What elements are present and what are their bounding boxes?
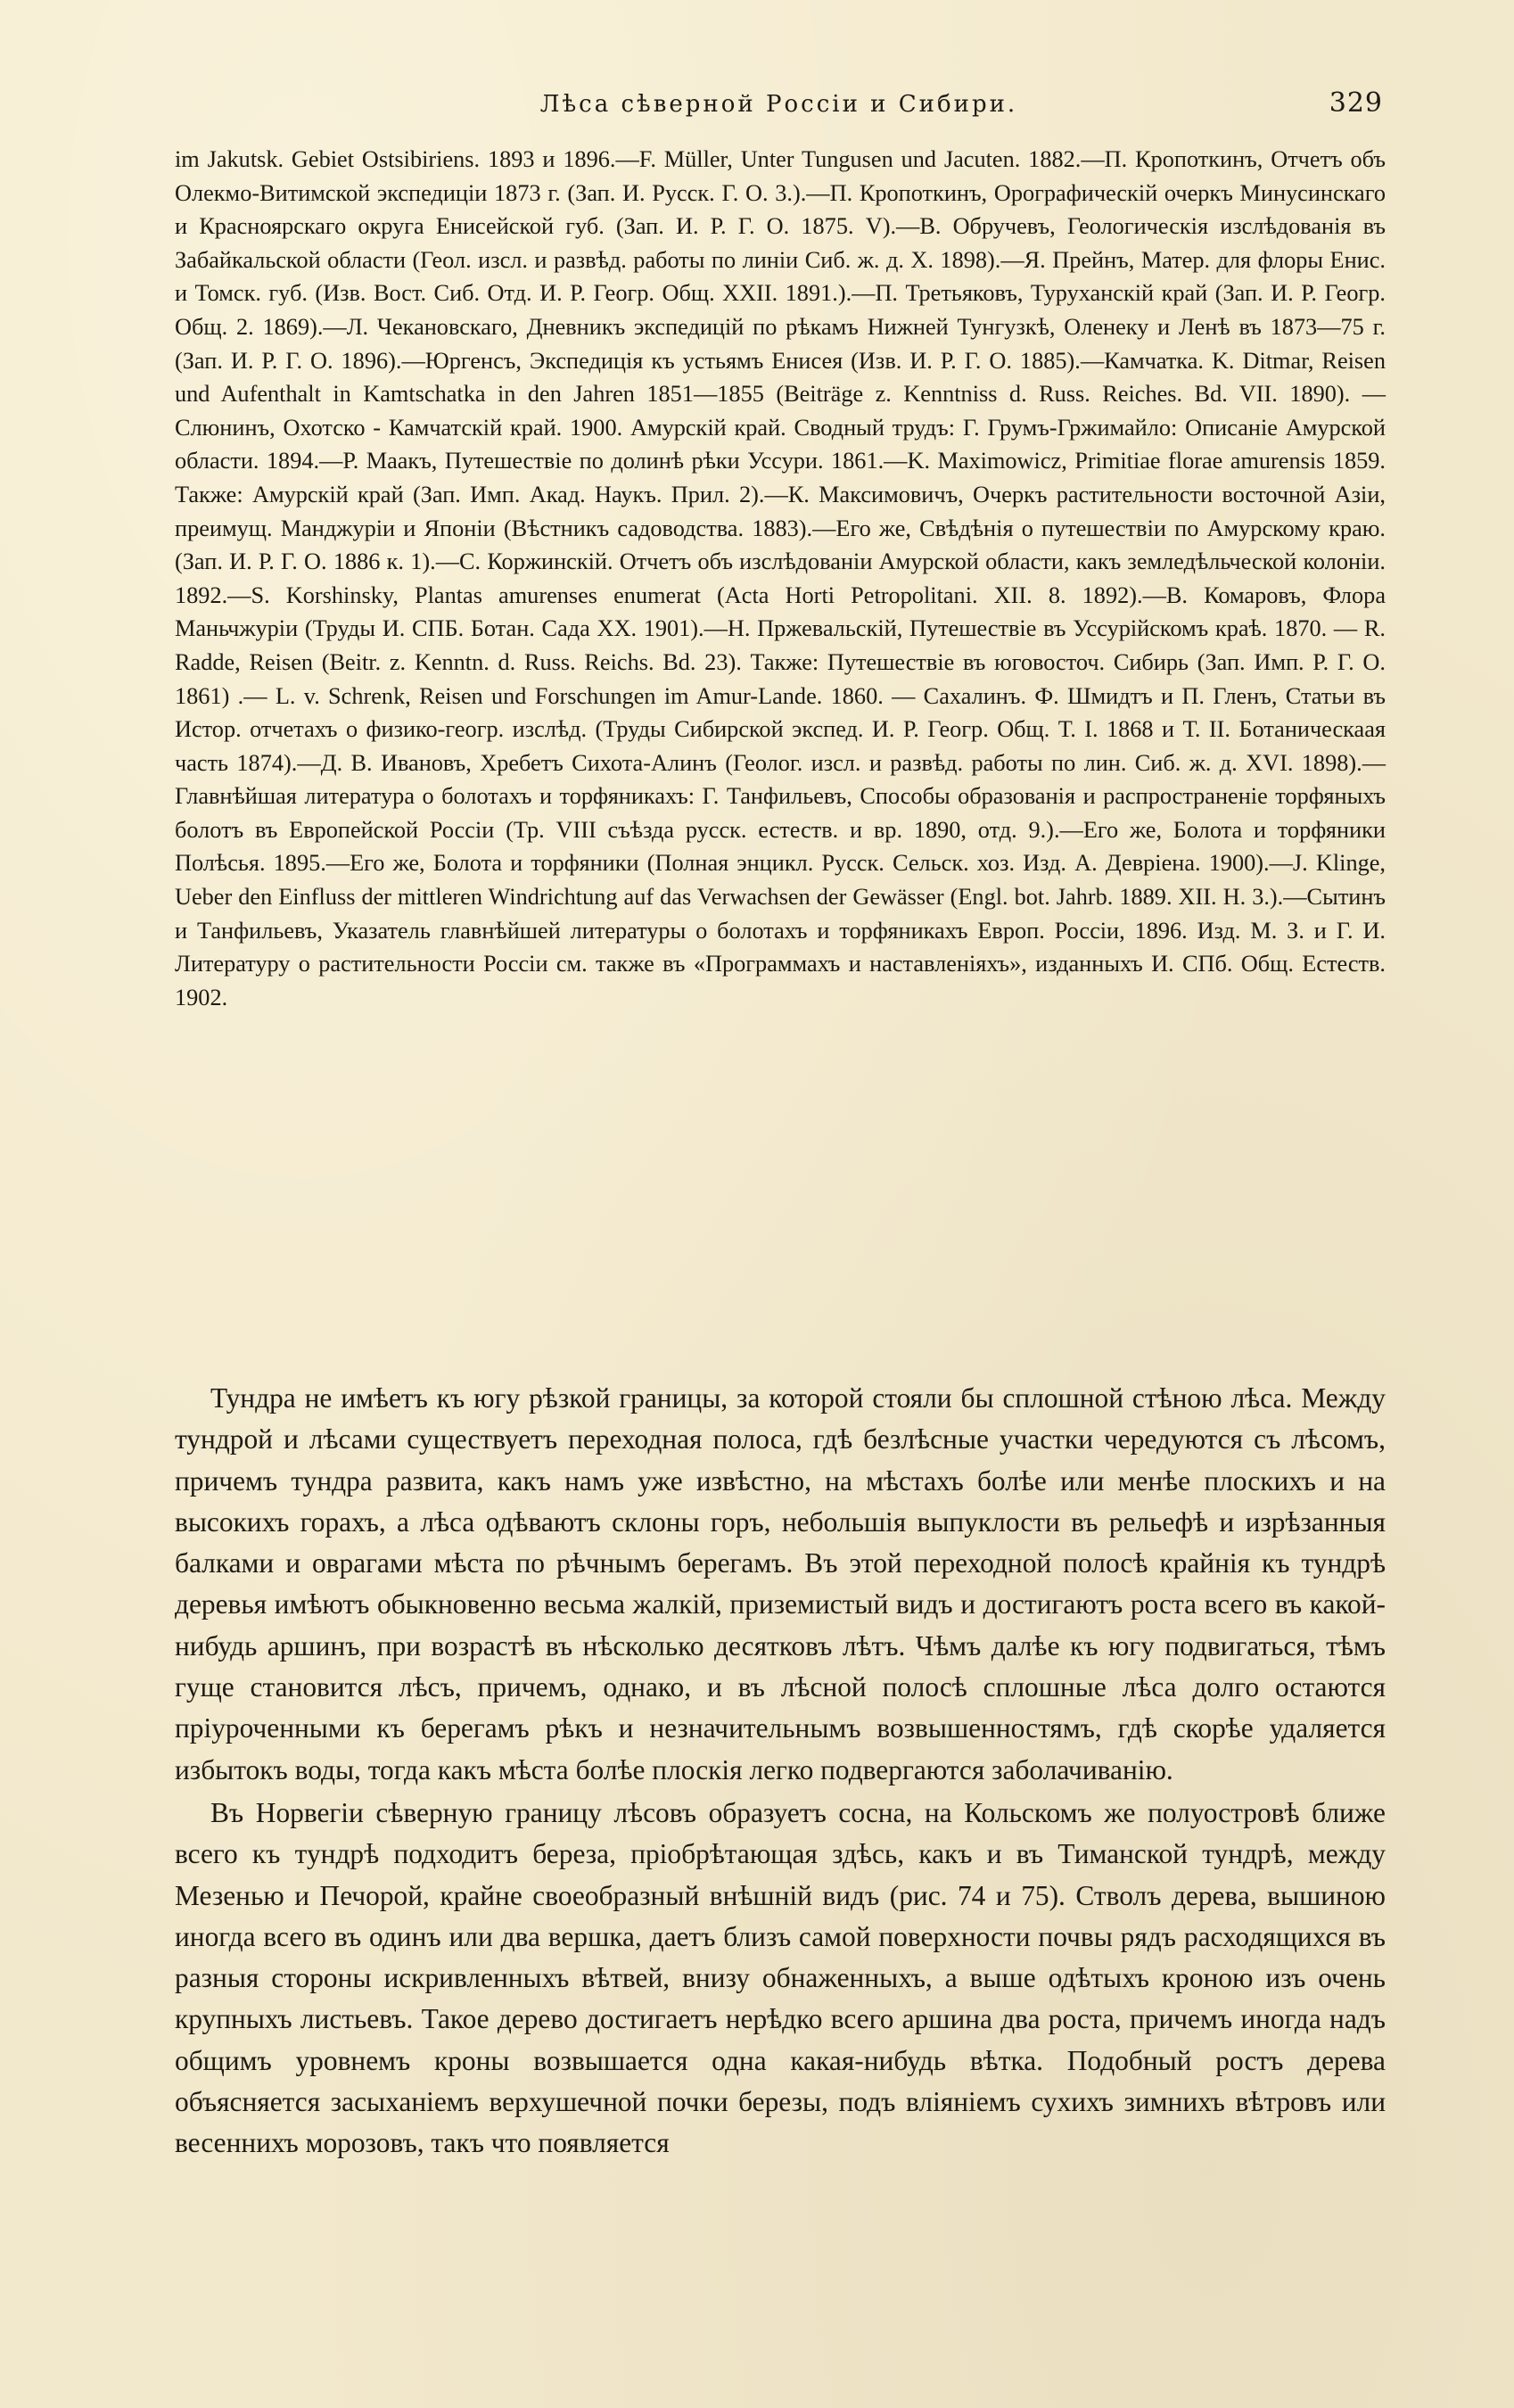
running-head: Лѣса сѣверной Россіи и Сибири. [539, 91, 1018, 118]
page-number: 329 [1329, 87, 1383, 119]
bibliography-notes [175, 143, 1386, 1014]
bibliography-text: im Jakutsk. Gebiet Ostsibiriens. 1893 и 1896.—F. Müller, Unter Tungusen und Jacuten. 1882.—П. Кропоткинъ, Отчетъ объ Олекмо-Витимской экспедиціи 1873 г. (Зап. И. Русск. Г. О. 3.).—П. Кропоткинъ, Орографическій очеркъ Минусинскаго и Красноярскаго округа Енисейской губ. (Зап. И. Р. Г. О. 1875. V).—В. Обручевъ, Геологическія изслѣдованія въ Забайкальской области (Геол. изсл. и развѣд. работы по линіи Сиб. ж. д. X. 1898).—Я. Прейнъ, Матер. для флоры Енис. и Томск. губ. (Изв. Вост. Сиб. Отд. И. Р. Геогр. Общ. XXII. 1891.).—П. Третьяковъ, Туруханскій край (Зап. И. Р. Геогр. Общ. 2. 1869).—Л. Чекановскаго, Дневникъ экспедицій по рѣкамъ Нижней Тунгузкѣ, Оленеку и Ленѣ въ 1873—75 г. (Зап. И. Р. Г. О. 1896).—Юргенсъ, Экспедиція къ устьямъ Енисея (Изв. И. Р. Г. О. 1885).—Камчатка. K. Ditmar, Reisen und Aufenthalt in Kamtschatka in den Jahren 1851—1855 (Beiträge z. Kenntniss d. Russ. Reiches. Bd. VII. 1890). — Слюнинъ, Охотско - Камчатскій край. 1900. Амурскій край. Сводный трудъ: Г. Грумъ-Гржимайло: Описаніе Амурской области. 1894.—Р. Маакъ, Путешествіе по долинѣ рѣки Уссури. 1861.—K. Maximowicz, Primitiae florae amurensis 1859. Также: Амурскій край (Зап. Имп. Акад. Наукъ. Прил. 2).—К. Максимовичъ, Очеркъ растительности восточной Азіи, преимущ. Манджуріи и Японіи (Вѣстникъ садоводства. 1883).—Его же, Свѣдѣнія о путешествіи по Амурскому краю. (Зап. И. Р. Г. О. 1886 к. 1).—С. Коржинскій. Отчетъ объ изслѣдованіи Амурской области, какъ земледѣльческой колоніи. 1892.—S. Korshinsky, Plantas amurenses enumerat (Acta Horti Petropolitani. XII. 8. 1892).—В. Комаровъ, Флора Маньчжуріи (Труды И. СПБ. Ботан. Сада XX. 1901).—Н. Пржевальскій, Путешествіе въ Уссурійскомъ краѣ. 1870. — R. Radde, Reisen (Beitr. z. Kenntn. d. Russ. Reichs. Bd. 23). Также: Путешествіе въ юговосточ. Сибирь (Зап. Имп. Р. Г. О. 1861) .— L. v. Schrenk, Reisen und Forschungen im Amur-Lande. 1860. — Сахалинъ. Ф. Шмидтъ и П. Гленъ, Статьи въ Истор. отчетахъ о физико-геогр. изслѣд. (Труды Сибирской экспед. И. Р. Геогр. Общ. Т. I. 1868 и Т. II. Ботаническаая часть 1874).—Д. В. Ивановъ, Хребетъ Сихота-Алинъ (Геолог. изсл. и развѣд. работы по лин. Сиб. ж. д. XVI. 1898).—Главнѣйшая литература о болотахъ и торфяникахъ: Г. Танфильевъ, Способы образованія и распространеніе торфяныхъ болотъ въ Европейской Россіи (Тр. VIII съѣзда русск. естеств. и вр. 1890, отд. 9.).—Его же, Болота и торфяники Полѣсья. 1895.—Его же, Болота и торфяники (Полная энцикл. Русск. Сельск. хоз. Изд. А. Девріена. 1900).—J. Klinge, Ueber den Einfluss der mittleren Windrichtung auf das Verwachsen der Gewässer (Engl. bot. Jahrb. 1889. XII. H. 3.).—Сытинъ и Танфильевъ, Указатель главнѣйшей литературы о болотахъ и торфяникахъ Европ. Россіи, 1896. Изд. М. З. и Г. И. Литературу о растительности Россіи см. также въ «Программахъ и наставленіяхъ», изданныхъ И. СПб. Общ. Естеств. 1902. [175, 146, 1386, 1010]
paragraph-2: Въ Норвегіи сѣверную границу лѣсовъ образуетъ сосна, на Кольскомъ же полуостровѣ ближе всего къ тундрѣ подходитъ береза, пріобрѣтающая здѣсь, какъ и въ Тиманской тундрѣ, между Мезенью и Печорой, крайне своеобразный внѣшній видъ (рис. 74 и 75). Стволъ дерева, вышиною иногда всего въ одинъ или два вершка, даетъ близъ самой поверхности почвы рядъ расходящихся въ разныя стороны искривленныхъ вѣтвей, внизу обнаженныхъ, а выше одѣтыхъ кроною изъ очень крупныхъ листьевъ. Такое дерево достигаетъ нерѣдко всего аршина два роста, причемъ иногда надъ общимъ уровнемъ кроны возвышается одна какая-нибудь вѣтка. Подобный ростъ дерева объясняется засыханіемъ верхушечной почки березы, подъ вліяніемъ сухихъ зимнихъ вѣтровъ или весеннихъ морозовъ, такъ что появляется [175, 1796, 1386, 2159]
main-text [175, 1378, 1386, 2165]
page-header [175, 86, 1383, 121]
paragraph-1: Тундра не имѣетъ къ югу рѣзкой границы, за которой стояли бы сплошной стѣною лѣса. Между тундрой и лѣсами существуетъ переходная полоса, гдѣ безлѣсные участки чередуются съ лѣсомъ, причемъ тундра развита, какъ намъ уже извѣстно, на мѣстахъ болѣе или менѣе плоскихъ и на высокихъ горахъ, а лѣса одѣваютъ склоны горъ, небольшія выпуклости въ рельефѣ и изрѣзанныя балками и оврагами мѣста по рѣчнымъ берегамъ. Въ этой переходной полосѣ крайнія къ тундрѣ деревья имѣютъ обыкновенно весьма жалкій, приземистый видъ и достигаютъ роста всего въ какой-нибудь аршинъ, при возрастѣ въ нѣсколько десятковъ лѣтъ. Чѣмъ далѣе къ югу подвигаться, тѣмъ гуще становится лѣсъ, причемъ, однако, и въ лѣсной полосѣ сплошные лѣса долго остаются пріуроченными къ берегамъ рѣкъ и незначительнымъ возвышенностямъ, гдѣ скорѣе удаляется избытокъ воды, тогда какъ мѣста болѣе плоскія легко подвергаются заболачиванію. [175, 1382, 1386, 1785]
